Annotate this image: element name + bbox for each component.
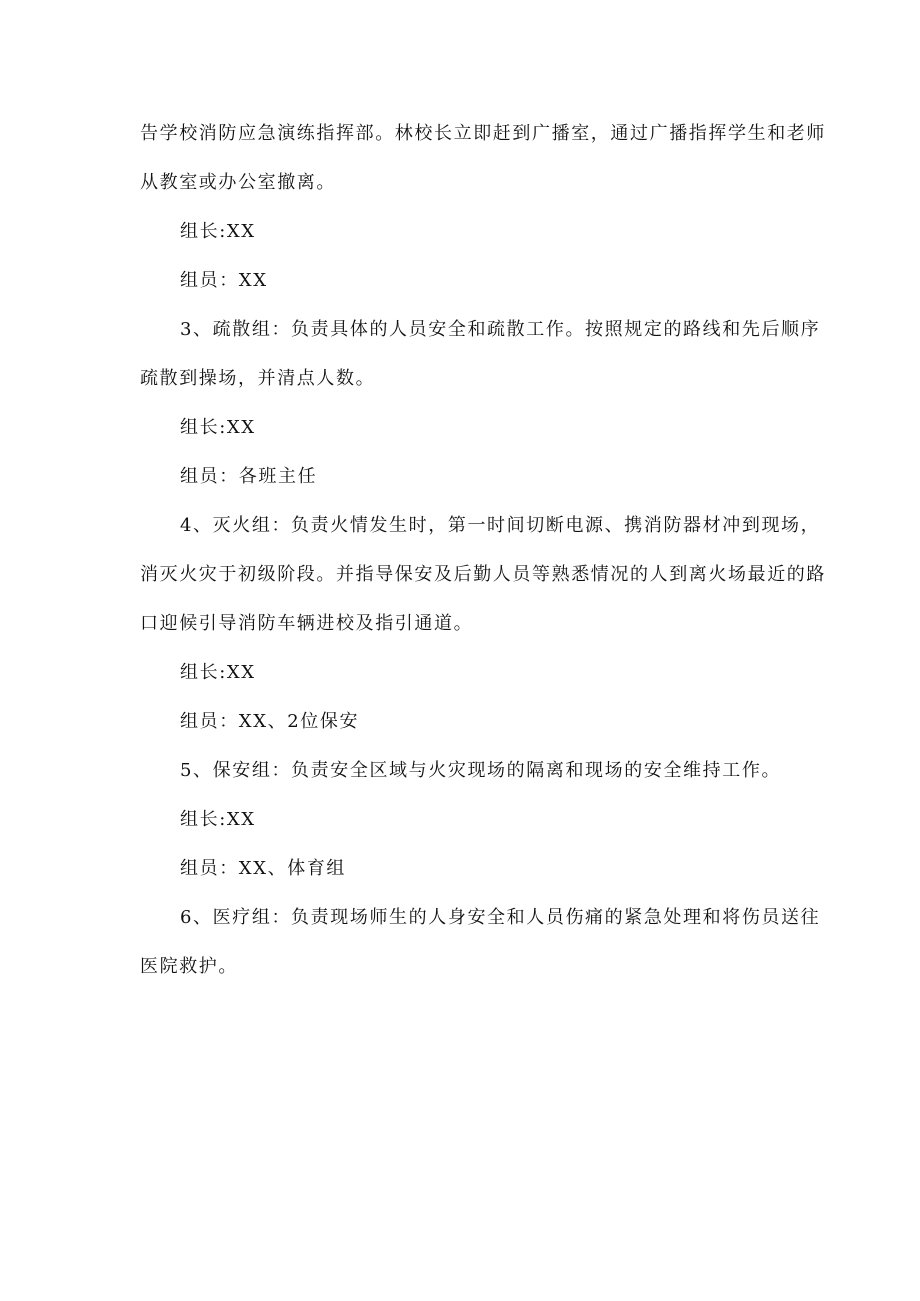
paragraph-line: 从教室或办公室撤离。 <box>140 172 336 193</box>
paragraph-line: 消灭火灾于初级阶段。并指导保安及后勤人员等熟悉情况的人到离火场最近的路 <box>140 564 826 585</box>
section-heading-firefighting: 4、灭火组：负责火情发生时，第一时间切断电源、携消防器材冲到现场， <box>180 515 821 536</box>
paragraph-line: 医院救护。 <box>140 956 238 977</box>
section-heading-evacuation: 3、疏散组：负责具体的人员安全和疏散工作。按照规定的路线和先后顺序 <box>180 319 821 340</box>
group-members-line: 组员：各班主任 <box>180 466 318 487</box>
paragraph-line: 口迎候引导消防车辆进校及指引通道。 <box>140 613 474 634</box>
group-leader-line: 组长:XX <box>180 809 256 830</box>
section-heading-security: 5、保安组：负责安全区域与火灾现场的隔离和现场的安全维持工作。 <box>180 760 782 781</box>
group-leader-line: 组长:XX <box>180 662 256 683</box>
section-heading-medical: 6、医疗组：负责现场师生的人身安全和人员伤痛的紧急处理和将伤员送往 <box>180 907 821 928</box>
group-members-line: 组员：XX <box>180 270 268 291</box>
paragraph-line: 告学校消防应急演练指挥部。林校长立即赶到广播室，通过广播指挥学生和老师 <box>140 123 826 144</box>
group-members-line: 组员：XX、2位保安 <box>180 711 360 732</box>
group-leader-line: 组长:XX <box>180 221 256 242</box>
paragraph-line: 疏散到操场，并清点人数。 <box>140 368 376 389</box>
group-leader-line: 组长:XX <box>180 417 256 438</box>
group-members-line: 组员：XX、体育组 <box>180 858 347 879</box>
